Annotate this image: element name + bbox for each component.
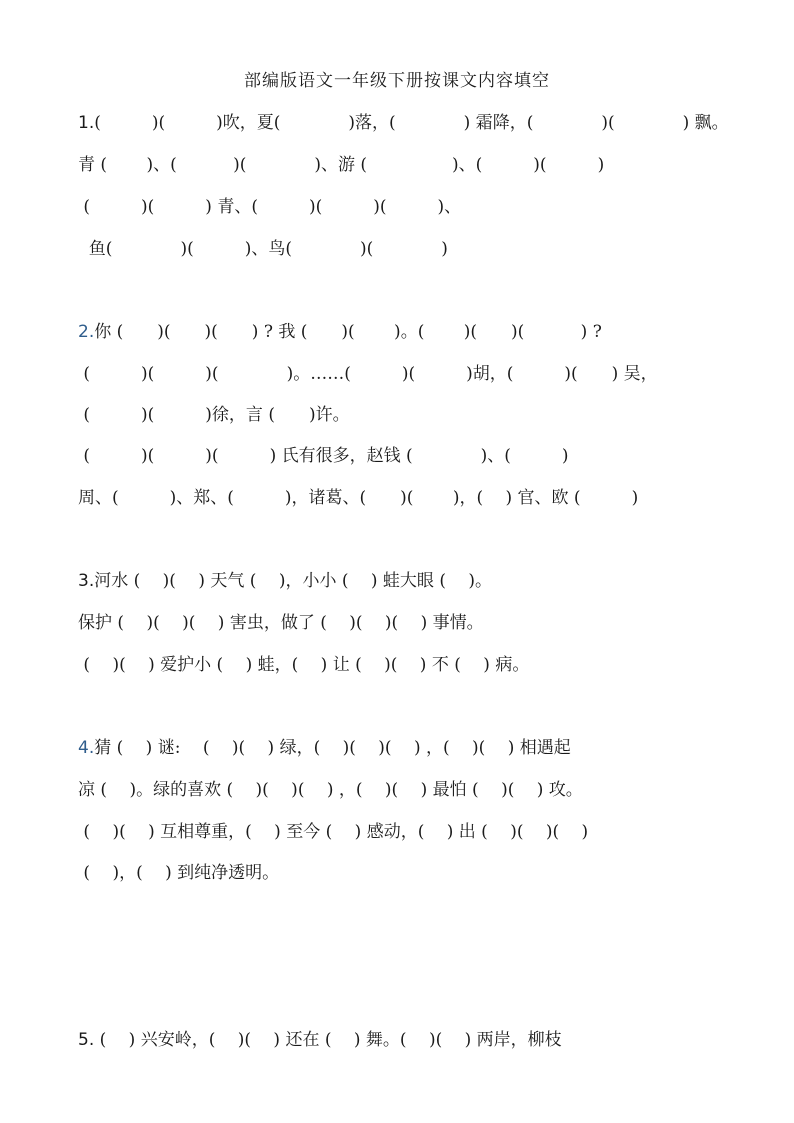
q3-line-2: 保护 ( )( )( ) 害虫，做了 ( )( )( ) 事情。 [78,613,484,633]
q3-line-1: 3.河水 ( )( ) 天气 ( )，小小 ( ) 蛙大眼 ( )。 [78,571,492,591]
q4-line-2: 凉 ( )。绿的喜欢 ( )( )( ) ，( )( ) 最怕 ( )( ) 攻。 [78,780,583,800]
q5-line-1: 5. ( ) 兴安岭，( )( ) 还在 ( ) 舞。( )( ) 两岸，柳枝 [78,1030,562,1050]
q5-number: 5. [78,1030,95,1050]
q3-number: 3. [78,571,95,591]
q1-line-1: 1.( )( )吹，夏( )落，( ) 霜降，( )( ) 飘。 [78,113,729,133]
q2-line-5: 周、( )、郑、( )，诸葛、( )( )，( ) 官、欧 ( ) [78,488,639,508]
q2-line-1: 2.你 ( )( )( ) ? 我 ( )( )。( )( )( ) ? [78,322,602,342]
q2-line-3: ( )( )徐，言 ( )许。 [78,405,350,425]
page-title: 部编版语文一年级下册按课文内容填空 [244,71,550,91]
q2-line-2: ( )( )( )。……( )( )胡，( )( ) 吴， [78,364,658,384]
q1-line-4: 鱼( )( )、鸟( )( ) [78,239,448,259]
q4-line-3: ( )( ) 互相尊重，( ) 至今 ( ) 感动，( ) 出 ( )( )( ) [78,822,589,842]
q4-number: 4. [78,738,95,758]
q1-line-2: 青 ( )、( )( )、游 ( )、( )( ) [78,155,605,175]
q1-number: 1. [78,113,95,133]
q2-line-4: ( )( )( ) 氏有很多，赵钱 ( )、( ) [78,446,569,466]
q3-line-3: ( )( ) 爱护小 ( ) 蛙，( ) 让 ( )( ) 不 ( ) 病。 [78,655,530,675]
q1-line-3: ( )( ) 青、( )( )( )、 [78,197,462,217]
q2-number: 2. [78,322,95,342]
q4-line-1: 4.猜 ( ) 谜: ( )( ) 绿，( )( )( ) ，( )( ) 相遇起 [78,738,571,758]
q4-line-4: ( )，( ) 到纯净透明。 [78,863,280,883]
